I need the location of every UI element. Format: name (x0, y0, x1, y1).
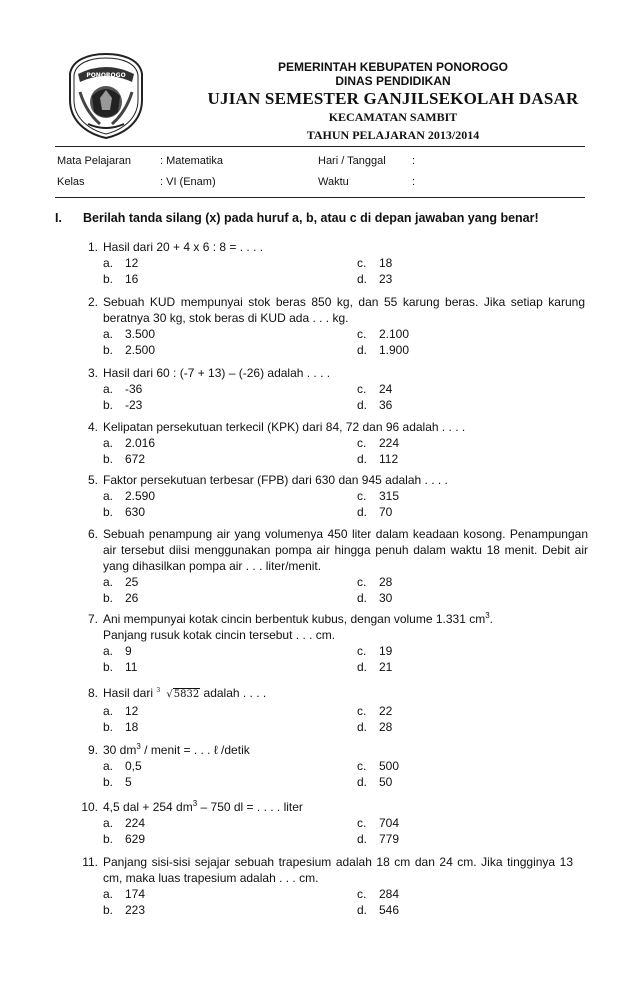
question-text-part: Hasil dari (103, 686, 157, 700)
option-b: 26 (125, 591, 139, 605)
option-a: 174 (125, 887, 146, 901)
question-11 (78, 854, 588, 918)
question-text: Faktor persekutuan terbesar (FPB) dari 630 dan 945 adalah . . . . (103, 473, 448, 487)
question-number: 8. (87, 686, 98, 700)
option-b: 223 (125, 903, 146, 917)
question-number: 7. (87, 612, 98, 626)
option-letter-b: b. (103, 832, 114, 846)
question-5 (78, 472, 588, 520)
option-letter-c: c. (357, 759, 367, 773)
question-text: Panjang sisi-sisi sejajar sebuah trapesium adalah 18 cm dan 24 cm. Jika tingginya 13 cm, maka luas trapesium adalah . . . cm. (103, 855, 573, 885)
time-value: : (412, 176, 416, 188)
option-c: 315 (379, 489, 400, 503)
option-b: -23 (125, 398, 143, 412)
day-label: Hari / Tanggal (318, 155, 386, 167)
question-text: Hasil dari 60 : (-7 + 13) – (-26) adalah . . . . (103, 366, 331, 380)
option-c: 704 (379, 816, 400, 830)
option-letter-a: a. (103, 382, 114, 396)
option-letter-a: a. (103, 759, 114, 773)
meta-divider (55, 197, 585, 198)
question-text (103, 685, 588, 703)
svg-text:PONOROGO: PONOROGO (86, 72, 126, 79)
option-letter-a: a. (103, 644, 114, 658)
superscript: 3 (192, 799, 198, 808)
option-letter-c: c. (357, 887, 367, 901)
option-letter-b: b. (103, 660, 114, 674)
question-2 (78, 294, 588, 358)
option-letter-c: c. (357, 436, 367, 450)
option-d: 546 (379, 903, 400, 917)
option-letter-c: c. (357, 489, 367, 503)
question-6 (78, 526, 588, 606)
exam-header (0, 0, 638, 142)
day-value: : (412, 155, 416, 167)
option-letter-a: a. (103, 704, 114, 718)
question-8 (78, 685, 588, 735)
question-number: 4. (87, 420, 98, 434)
question-text-part: . (489, 612, 494, 626)
option-c: 24 (379, 382, 393, 396)
option-letter-a: a. (103, 816, 114, 830)
option-c: 284 (379, 887, 400, 901)
option-letter-a: a. (103, 887, 114, 901)
option-letter-a: a. (103, 256, 114, 270)
section-number: I. (55, 211, 62, 225)
option-letter-a: a. (103, 327, 114, 341)
option-letter-d: d. (357, 272, 368, 286)
option-letter-c: c. (357, 644, 367, 658)
option-c: 18 (379, 256, 393, 270)
superscript: 3 (485, 611, 490, 620)
option-c: 224 (379, 436, 400, 450)
question-text-part: 4,5 dal + 254 dm (103, 800, 193, 814)
option-d: 779 (379, 832, 400, 846)
question-text: Hasil dari 20 + 4 x 6 : 8 = . . . . (103, 240, 264, 254)
question-10 (78, 799, 588, 847)
question-text (103, 742, 588, 758)
option-letter-d: d. (357, 398, 368, 412)
question-1 (78, 239, 588, 287)
option-letter-d: d. (357, 775, 368, 789)
question-text (103, 799, 588, 815)
question-text: Kelipatan persekutuan terkecil (KPK) dari 84, 72 dan 96 adalah . . . . (103, 420, 466, 434)
option-letter-b: b. (103, 452, 114, 466)
option-a: 0,5 (125, 759, 142, 773)
option-c: 28 (379, 575, 393, 589)
option-letter-d: d. (357, 505, 368, 519)
option-letter-b: b. (103, 272, 114, 286)
question-number: 1. (87, 240, 98, 254)
option-b: 629 (125, 832, 146, 846)
option-letter-d: d. (357, 452, 368, 466)
option-b: 16 (125, 272, 139, 286)
header-divider (55, 146, 585, 147)
option-b: 5 (125, 775, 132, 789)
option-letter-b: b. (103, 903, 114, 917)
question-text-line2: Panjang rusuk kotak cincin tersebut . . . cm. (103, 628, 336, 642)
subject-label: Mata Pelajaran (57, 155, 131, 167)
question-number: 2. (87, 295, 98, 309)
option-b: 2.500 (125, 343, 156, 357)
question-text-part: / menit = . . . ℓ /detik (140, 743, 250, 757)
option-b: 18 (125, 720, 139, 734)
option-d: 28 (379, 720, 393, 734)
option-b: 672 (125, 452, 146, 466)
question-7 (78, 611, 588, 675)
question-text: Sebuah penampung air yang volumenya 450 liter dalam keadaan kosong. Penampungan air tersebut diisi menggunakan pompa air hingga penuh dalam waktu 18 menit. Debit air yang dihasilkan pompa air . . . liter/menit. (103, 527, 588, 573)
header-line-year: TAHUN PELAJARAN 2013/2014 (306, 128, 480, 142)
question-number: 9. (87, 743, 98, 757)
option-b: 630 (125, 505, 146, 519)
header-line-government: PEMERINTAH KEBUPATEN PONOROGO (277, 60, 508, 74)
option-letter-b: b. (103, 505, 114, 519)
option-d: 50 (379, 775, 393, 789)
option-a: 224 (125, 816, 146, 830)
root-index: 3 (156, 687, 161, 694)
option-d: 23 (379, 272, 393, 286)
question-number: 10. (81, 800, 98, 814)
option-letter-c: c. (357, 575, 367, 589)
question-text-part: adalah . . . . (200, 686, 267, 700)
question-text (103, 611, 588, 627)
option-d: 21 (379, 660, 393, 674)
question-text-part: 30 dm (103, 743, 137, 757)
question-4 (78, 419, 588, 467)
option-letter-d: d. (357, 903, 368, 917)
option-c: 2.100 (379, 327, 410, 341)
option-d: 1.900 (379, 343, 410, 357)
superscript: 3 (136, 742, 141, 751)
option-d: 70 (379, 505, 393, 519)
question-text-part: Ani mempunyai kotak cincin berbentuk kubus, dengan volume 1.331 cm (103, 612, 486, 626)
header-line-district: KECAMATAN SAMBIT (328, 110, 458, 124)
option-d: 112 (379, 452, 399, 466)
root-radicand: 5832 (173, 689, 200, 700)
option-letter-c: c. (357, 704, 367, 718)
option-letter-b: b. (103, 775, 114, 789)
question-9 (78, 742, 588, 790)
option-c: 500 (379, 759, 400, 773)
question-number: 5. (87, 473, 98, 487)
option-letter-b: b. (103, 398, 114, 412)
header-line-exam-title: UJIAN SEMESTER GANJILSEKOLAH DASAR (207, 89, 579, 108)
option-a: 25 (125, 575, 139, 589)
option-a: 2.590 (125, 489, 156, 503)
question-text-part: – 750 dl = . . . . liter (197, 800, 303, 814)
question-3 (78, 365, 588, 413)
option-letter-d: d. (357, 591, 368, 605)
option-letter-b: b. (103, 720, 114, 734)
time-label: Waktu (318, 176, 349, 188)
option-a: 9 (125, 644, 132, 658)
option-a: 12 (125, 704, 139, 718)
subject-value: : Matematika (160, 155, 223, 167)
question-text: Sebuah KUD mempunyai stok beras 850 kg, dan 55 karung beras. Jika setiap karung beratnya 30 kg, stok beras di KUD ada . . . kg. (103, 295, 585, 325)
option-letter-b: b. (103, 343, 114, 357)
option-letter-b: b. (103, 591, 114, 605)
option-b: 11 (125, 660, 138, 674)
option-letter-c: c. (357, 327, 367, 341)
option-letter-d: d. (357, 832, 368, 846)
option-letter-a: a. (103, 575, 114, 589)
option-letter-a: a. (103, 436, 114, 450)
option-c: 22 (379, 704, 393, 718)
option-letter-d: d. (357, 720, 368, 734)
option-letter-d: d. (357, 660, 368, 674)
option-letter-a: a. (103, 489, 114, 503)
option-a: 2.016 (125, 436, 156, 450)
option-a: 12 (125, 256, 139, 270)
option-letter-c: c. (357, 382, 367, 396)
option-letter-d: d. (357, 343, 368, 357)
option-d: 30 (379, 591, 393, 605)
option-d: 36 (379, 398, 393, 412)
question-number: 6. (87, 527, 98, 541)
question-number: 3. (87, 366, 98, 380)
cube-root-expression: 3 √5832 (156, 687, 200, 703)
option-a: 3.500 (125, 327, 156, 341)
option-c: 19 (379, 644, 393, 658)
option-letter-c: c. (357, 256, 367, 270)
class-value: : VI (Enam) (160, 176, 216, 188)
section-instruction-text: Berilah tanda silang (x) pada huruf a, b, atau c di depan jawaban yang benar! (83, 211, 539, 225)
question-number: 11. (82, 855, 98, 869)
option-letter-c: c. (357, 816, 367, 830)
header-line-department: DINAS PENDIDIKAN (335, 74, 451, 88)
option-a: -36 (125, 382, 143, 396)
class-label: Kelas (57, 176, 85, 188)
